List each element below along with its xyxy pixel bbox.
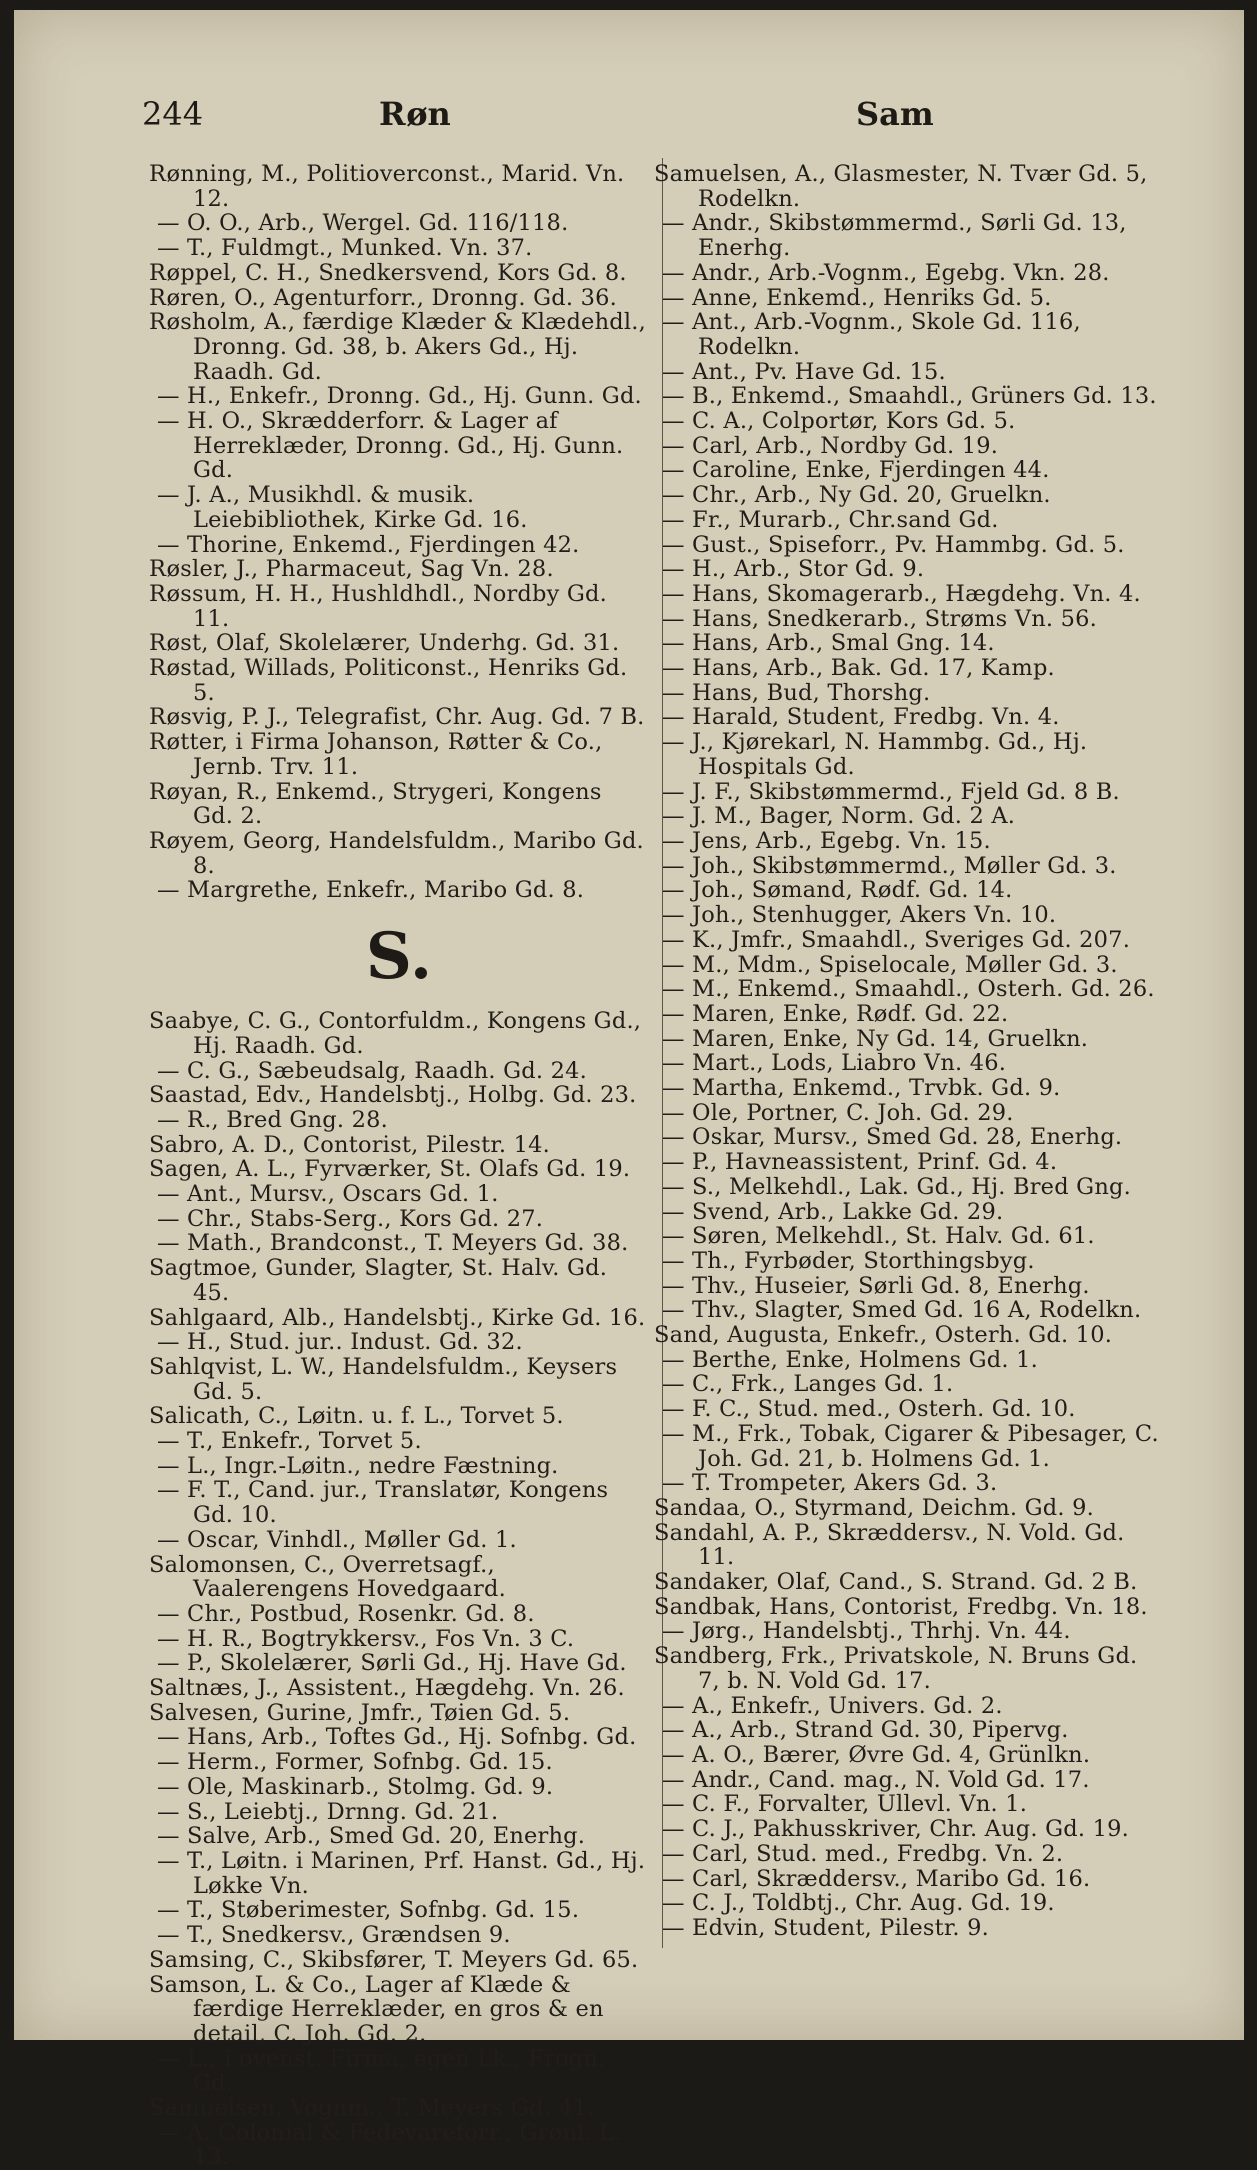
- directory-entry: — Hans, Arb., Bak. Gd. 17, Kamp.: [662, 655, 1055, 682]
- directory-entry: Sandaa, O., Styrmand, Deichm. Gd. 9.: [654, 1494, 1094, 1521]
- directory-entry: — Salve, Arb., Smed Gd. 20, Enerhg.: [157, 1823, 586, 1850]
- directory-entry: — Maren, Enke, Ny Gd. 14, Gruelkn.: [662, 1025, 1089, 1052]
- directory-entry: — C., Frk., Langes Gd. 1.: [662, 1371, 954, 1398]
- directory-entry: Sahlgaard, Alb., Handelsbtj., Kirke Gd. 16.: [149, 1304, 646, 1331]
- directory-entry: — Gust., Spiseforr., Pv. Hammbg. Gd. 5.: [662, 531, 1125, 558]
- directory-entry: Røyem, Georg, Handelsfuldm., Maribo Gd. 8.: [149, 827, 644, 879]
- directory-entry: — Edvin, Student, Pilestr. 9.: [662, 1914, 989, 1941]
- directory-entry: — Oskar, Mursv., Smed Gd. 28, Enerhg.: [662, 1124, 1123, 1151]
- directory-entry: — S., Melkehdl., Lak. Gd., Hj. Bred Gng.: [662, 1173, 1131, 1200]
- directory-entry: — J. F., Skibstømmermd., Fjeld Gd. 8 B.: [662, 778, 1120, 805]
- directory-entry: — C. G., Sæbeudsalg, Raadh. Gd. 24.: [157, 1057, 587, 1084]
- directory-entry: — Ant., Arb.-Vognm., Skole Gd. 116, Rodelkn.: [662, 309, 1081, 360]
- directory-entry: — Oscar, Vinhdl., Møller Gd. 1.: [157, 1526, 517, 1553]
- directory-entry: — F. T., Cand. jur., Translatør, Kongens Gd. 10.: [157, 1477, 609, 1529]
- left-header-keyword: Røn: [379, 95, 451, 133]
- right-column: [654, 162, 1159, 1941]
- left-entries-after-section: [149, 1009, 649, 2170]
- directory-entry: Samson, L. & Co., Lager af Klæde & færdige Herreklæder, en gros & en detail, C. Joh. Gd. 2.: [149, 1971, 604, 2047]
- directory-entry: — H., Arb., Stor Gd. 9.: [662, 556, 925, 583]
- directory-entry: — T., Fuldmgt., Munked. Vn. 37.: [157, 235, 533, 262]
- left-column: [149, 162, 649, 2170]
- directory-entry: — Søren, Melkehdl., St. Halv. Gd. 61.: [662, 1223, 1095, 1250]
- directory-entry: — T., Snedkersv., Grændsen 9.: [157, 1922, 511, 1949]
- directory-entry: — Chr., Arb., Ny Gd. 20, Gruelkn.: [662, 482, 1051, 509]
- directory-entry: — H. R., Bogtrykkersv., Fos Vn. 3 C.: [157, 1625, 575, 1652]
- directory-entry: — L., Ingr.-Løitn., nedre Fæstning.: [157, 1452, 559, 1479]
- directory-entry: — Hans, Arb., Toftes Gd., Hj. Sofnbg. Gd.: [157, 1724, 637, 1751]
- directory-entry: — L., i ovenst. Firma, egen Lk., Frogn. Gd.: [157, 2045, 606, 2097]
- directory-entry: Røssum, H. H., Hushldhdl., Nordby Gd. 11.: [149, 580, 608, 632]
- directory-entry: — Joh., Sømand, Rødf. Gd. 14.: [662, 877, 1013, 904]
- directory-entry: — Ant., Mursv., Oscars Gd. 1.: [157, 1181, 499, 1208]
- directory-entry: Sand, Augusta, Enkefr., Osterh. Gd. 10.: [654, 1322, 1113, 1349]
- directory-entry: — Th., Fyrbøder, Storthingsbyg.: [662, 1247, 1035, 1274]
- directory-entry: — S., Leiebtj., Drnng. Gd. 21.: [157, 1798, 499, 1825]
- directory-entry: — R., Bred Gng. 28.: [157, 1106, 388, 1133]
- directory-entry: Samuelsen, A., Glasmester, N. Tvær Gd. 5, Rodelkn.: [654, 161, 1148, 212]
- directory-entry: — Anne, Enkemd., Henriks Gd. 5.: [662, 284, 1052, 311]
- directory-page: [14, 10, 1244, 2170]
- directory-entry: — Margrethe, Enkefr., Maribo Gd. 8.: [157, 877, 585, 904]
- directory-entry: — M., Mdm., Spiselocale, Møller Gd. 3.: [662, 951, 1118, 978]
- directory-entry: — Ant., Pv. Have Gd. 15.: [662, 358, 946, 385]
- directory-entry: — Herm., Former, Sofnbg. Gd. 15.: [157, 1749, 553, 1776]
- directory-entry: — Andr., Arb.-Vognm., Egebg. Vkn. 28.: [662, 259, 1110, 286]
- directory-entry: — Chr., Stabs-Serg., Kors Gd. 27.: [157, 1205, 544, 1232]
- directory-entry: — Thv., Huseier, Sørli Gd. 8, Enerhg.: [662, 1272, 1090, 1299]
- directory-entry: Sagtmoe, Gunder, Slagter, St. Halv. Gd. 45.: [149, 1255, 608, 1306]
- directory-entry: — Mart., Lods, Liabro Vn. 46.: [662, 1050, 1007, 1077]
- directory-entry: Røren, O., Agenturforr., Dronng. Gd. 36.: [149, 284, 617, 311]
- directory-entry: — Andr., Cand. mag., N. Vold Gd. 17.: [662, 1766, 1090, 1793]
- directory-entry: Røppel, C. H., Snedkersvend, Kors Gd. 8.: [149, 259, 627, 286]
- directory-entry: — M., Enkemd., Smaahdl., Osterh. Gd. 26.: [662, 976, 1155, 1003]
- directory-entry: — H. O., Skrædderforr. & Lager af Herreklæder, Dronng. Gd., Hj. Gunn. Gd.: [157, 408, 624, 484]
- directory-entry: — Hans, Snedkerarb., Strøms Vn. 56.: [662, 605, 1098, 632]
- directory-entry: Saabye, C. G., Contorfuldm., Kongens Gd., Hj. Raadh. Gd.: [149, 1008, 642, 1059]
- directory-entry: Røst, Olaf, Skolelærer, Underhg. Gd. 31.: [149, 630, 620, 657]
- directory-entry: — Jørg., Handelsbtj., Thrhj. Vn. 44.: [662, 1618, 1071, 1645]
- directory-entry: — F. C., Stud. med., Osterh. Gd. 10.: [662, 1396, 1076, 1423]
- directory-entry: Salvesen, Gurine, Jmfr., Tøien Gd. 5.: [149, 1699, 571, 1726]
- directory-entry: — Joh., Stenhugger, Akers Vn. 10.: [662, 902, 1057, 929]
- directory-entry: — A. Colonial & Fedevareforr., Grønl. L. 13.: [157, 2119, 622, 2170]
- directory-entry: — A. O., Bærer, Øvre Gd. 4, Grünlkn.: [662, 1742, 1091, 1768]
- directory-entry: Røyan, R., Enkemd., Strygeri, Kongens Gd. 2.: [149, 778, 602, 830]
- directory-entry: — A., Arb., Strand Gd. 30, Pipervg.: [662, 1717, 1069, 1744]
- directory-entry: — Berthe, Enke, Holmens Gd. 1.: [662, 1346, 1038, 1373]
- directory-entry: — C. J., Toldbtj., Chr. Aug. Gd. 19.: [662, 1890, 1055, 1917]
- directory-entry: Sandaker, Olaf, Cand., S. Strand. Gd. 2 B.: [654, 1569, 1138, 1596]
- directory-entry: Samuelsen, Vognm., T. Meyers Gd. 41.: [149, 2095, 595, 2122]
- directory-entry: — T., Støberimester, Sofnbg. Gd. 15.: [157, 1897, 580, 1924]
- directory-entry: — Caroline, Enke, Fjerdingen 44.: [662, 457, 1050, 484]
- section-letter: S.: [365, 919, 433, 995]
- directory-entry: — J., Kjørekarl, N. Hammbg. Gd., Hj. Hospitals Gd.: [662, 729, 1088, 780]
- directory-entry: Røsholm, A., færdige Klæder & Klædehdl., Dronng. Gd. 38, b. Akers Gd., Hj. Raadh. Gd.: [149, 309, 646, 385]
- directory-entry: — C. J., Pakhusskriver, Chr. Aug. Gd. 19.: [662, 1816, 1129, 1843]
- directory-entry: — C. F., Forvalter, Ullevl. Vn. 1.: [662, 1791, 1028, 1818]
- directory-entry: Rønning, M., Politioverconst., Marid. Vn. 12.: [149, 161, 625, 212]
- directory-entry: Salicath, C., Løitn. u. f. L., Torvet 5.: [149, 1403, 564, 1430]
- directory-entry: — Carl, Arb., Nordby Gd. 19.: [662, 432, 999, 459]
- directory-entry: Sabro, A. D., Contorist, Pilestr. 14.: [149, 1131, 550, 1158]
- directory-entry: — Svend, Arb., Lakke Gd. 29.: [662, 1198, 1004, 1225]
- directory-entry: — Hans, Skomagerarb., Hægdehg. Vn. 4.: [662, 580, 1141, 607]
- directory-entry: Samsing, C., Skibsfører, T. Meyers Gd. 65.: [149, 1946, 639, 1973]
- directory-entry: — Thv., Slagter, Smed Gd. 16 A, Rodelkn.: [662, 1297, 1142, 1324]
- directory-entry: — T., Enkefr., Torvet 5.: [157, 1428, 422, 1455]
- directory-entry: — Hans, Arb., Smal Gng. 14.: [662, 630, 995, 657]
- directory-entry: Røsler, J., Pharmaceut, Sag Vn. 28.: [149, 556, 554, 583]
- directory-entry: — Ole, Maskinarb., Stolmg. Gd. 9.: [157, 1773, 554, 1800]
- directory-entry: Sandahl, A. P., Skræddersv., N. Vold. Gd. 11.: [654, 1519, 1125, 1571]
- directory-entry: — Carl, Skræddersv., Maribo Gd. 16.: [662, 1865, 1091, 1892]
- directory-entry: — Carl, Stud. med., Fredbg. Vn. 2.: [662, 1840, 1064, 1867]
- directory-entry: — P., Havneassistent, Prinf. Gd. 4.: [662, 1149, 1058, 1176]
- directory-entry: — H., Stud. jur.. Indust. Gd. 32.: [157, 1329, 523, 1356]
- left-entries-before-section: [149, 162, 649, 903]
- directory-entry: — P., Skolelærer, Sørli Gd., Hj. Have Gd.: [157, 1650, 627, 1677]
- directory-entry: — C. A., Colportør, Kors Gd. 5.: [662, 408, 1016, 435]
- directory-entry: Sandberg, Frk., Privatskole, N. Bruns Gd. 7, b. N. Vold Gd. 17.: [654, 1643, 1138, 1694]
- page-number: 244: [142, 95, 204, 133]
- directory-entry: — Ole, Portner, C. Joh. Gd. 29.: [662, 1099, 1014, 1126]
- directory-entry: — J. M., Bager, Norm. Gd. 2 A.: [662, 803, 1016, 830]
- directory-entry: — Math., Brandconst., T. Meyers Gd. 38.: [157, 1230, 629, 1257]
- directory-entry: — M., Frk., Tobak, Cigarer & Pibesager, C. Joh. Gd. 21, b. Holmens Gd. 1.: [662, 1420, 1159, 1472]
- directory-entry: — Jens, Arb., Egebg. Vn. 15.: [662, 827, 991, 854]
- directory-entry: Saltnæs, J., Assistent., Hægdehg. Vn. 26.: [149, 1675, 625, 1702]
- directory-entry: — Thorine, Enkemd., Fjerdingen 42.: [157, 531, 580, 558]
- directory-entry: — Hans, Bud, Thorshg.: [662, 679, 931, 706]
- directory-entry: — Harald, Student, Fredbg. Vn. 4.: [662, 704, 1060, 731]
- directory-entry: — Maren, Enke, Rødf. Gd. 22.: [662, 1000, 1009, 1027]
- directory-entry: — B., Enkemd., Smaahdl., Grüners Gd. 13.: [662, 383, 1157, 410]
- directory-entry: — K., Jmfr., Smaahdl., Sveriges Gd. 207.: [662, 926, 1131, 953]
- right-entries: [654, 162, 1159, 1941]
- directory-entry: Røstad, Willads, Politiconst., Henriks Gd. 5.: [149, 655, 628, 706]
- directory-entry: — H., Enkefr., Dronng. Gd., Hj. Gunn. Gd.: [157, 383, 642, 410]
- directory-entry: — Andr., Skibstømmermd., Sørli Gd. 13, Enerhg.: [662, 210, 1127, 262]
- directory-entry: — T., Løitn. i Marinen, Prf. Hanst. Gd., Hj. Løkke Vn.: [157, 1848, 646, 1899]
- directory-entry: Saastad, Edv., Handelsbtj., Holbg. Gd. 23.: [149, 1082, 637, 1109]
- directory-entry: Røsvig, P. J., Telegrafist, Chr. Aug. Gd. 7 B.: [149, 704, 645, 731]
- directory-entry: Salomonsen, C., Overretsagf., Vaalerengens Hovedgaard.: [149, 1551, 506, 1603]
- directory-entry: Røtter, i Firma Johanson, Røtter & Co., Jernb. Trv. 11.: [149, 729, 603, 780]
- directory-entry: Sahlqvist, L. W., Handelsfuldm., Keysers Gd. 5.: [149, 1353, 618, 1405]
- directory-entry: — Fr., Murarb., Chr.sand Gd.: [662, 506, 999, 533]
- directory-entry: — O. O., Arb., Wergel. Gd. 116/118.: [157, 210, 569, 237]
- directory-entry: — Chr., Postbud, Rosenkr. Gd. 8.: [157, 1600, 535, 1627]
- right-header-keyword: Sam: [856, 95, 934, 133]
- directory-entry: Sandbak, Hans, Contorist, Fredbg. Vn. 18.: [654, 1593, 1148, 1620]
- directory-entry: — Joh., Skibstømmermd., Møller Gd. 3.: [662, 852, 1117, 879]
- directory-entry: Sagen, A. L., Fyrværker, St. Olafs Gd. 19.: [149, 1156, 631, 1183]
- directory-entry: — A., Enkefr., Univers. Gd. 2.: [662, 1692, 1003, 1719]
- directory-entry: — Martha, Enkemd., Trvbk. Gd. 9.: [662, 1075, 1061, 1102]
- directory-entry: — T. Trompeter, Akers Gd. 3.: [662, 1470, 998, 1497]
- directory-entry: — J. A., Musikhdl. & musik. Leiebibliothek, Kirke Gd. 16.: [157, 482, 528, 533]
